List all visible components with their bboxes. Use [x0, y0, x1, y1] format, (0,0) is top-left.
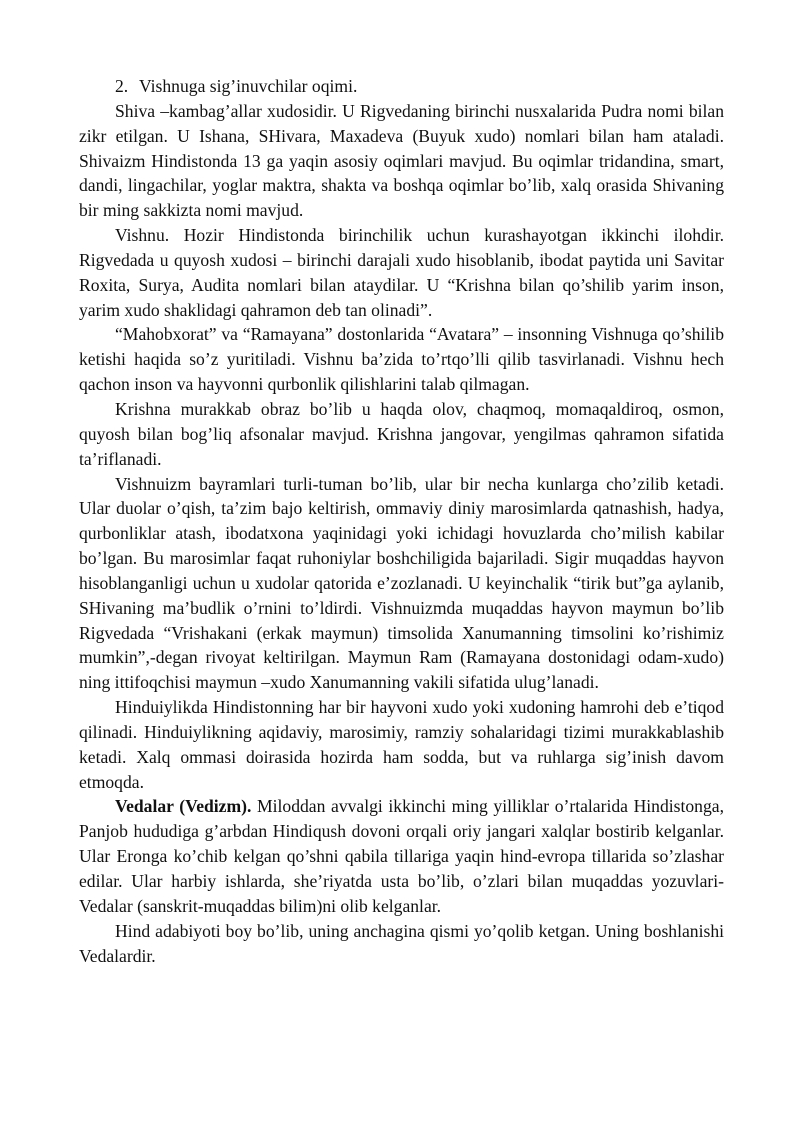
paragraph-avatara: “Mahobxorat” va “Ramayana” dostonlarida “Avatara” – insonning Vishnuga qo’shilib ketishi haqida so’z yuritiladi. Vishnu ba’zida to’rtqo’lli qilib tasvirlanadi. Vishnu hech qachon inson va hayvonni qurbonlik qilishlarini talab qilmagan.	[79, 324, 724, 395]
paragraph-hind-literature: Hind adabiyoti boy bo’lib, uning anchagina qismi yo’qolib ketgan. Uning boshlanishi Vedalardir.	[79, 920, 724, 966]
list-item-text: Vishnuga sig’inuvchilar oqimi.	[139, 76, 358, 96]
paragraph-hinduism: Hinduiylikda Hindistonning har bir hayvoni xudo yoki xudoning hamrohi deb e’tiqod qilinadi. Hinduiylikning aqidaviy, marosimiy, ramziy sohalaridagi tizimi murakkablashib ketadi. Xalq ommasi doirasida hozirda ham sodda, but va ruhlarga sig’inish davom etmoqda.	[79, 697, 724, 792]
document-page	[79, 74, 724, 968]
list-item-heading	[79, 74, 724, 99]
paragraph-krishna: Krishna murakkab obraz bo’lib u haqda olov, chaqmoq, momaqaldiroq, osmon, quyosh bilan bog’liq afsonalar mavjud. Krishna jangovar, yengilmas qahramon sifatida ta’riflanadi.	[79, 398, 724, 469]
paragraph-vedism	[79, 794, 724, 918]
paragraph-vishnuism-festivals: Vishnuizm bayramlari turli-tuman bo’lib, ular bir necha kunlarga cho’zilib ketadi. Ular duolar o’qish, ta’zim bajo keltirish, ommaviy diniy marosimlarda qatnashish, hadya, qurbonliklar atash, ibodatxona yaqinidagi yoki ichidagi hovuzlarda cho’milish kabilar bo’lgan. Bu marosimlar faqat ruhoniylar boshchiligida bajariladi. Sigir muqaddas hayvon hisoblanganligi uchun u xudolar qatorida e’zozlanadi. U keyinchalik “tirik but”ga aylanib, SHivaning ma’budlik o’rnini to’ldirdi. Vishnuizmda muqaddas hayvon maymun bo’lib Rigvedada “Vrishakani (erkak maymun) timsolida Xanumanning timsolini ko’rishimiz mumkin”,-degan rivoyat keltirilgan. Maymun Ram (Ramayana dostonidagi odam-xudo) ning ittifoqchisi maymun –xudo Xanumanning vakili sifatida ulug’lanadi.	[79, 473, 724, 693]
list-item-number: 2.	[115, 76, 129, 96]
paragraph-vishnu: Vishnu. Hozir Hindistonda birinchilik uchun kurashayotgan ikkinchi ilohdir. Rigvedada u quyosh xudosi – birinchi darajali xudo hisoblanib, ibodat paytida uni Savitar Roxita, Surya, Audita nomlari bilan ataydilar. U “Krishna bilan qo’shilib yarim inson, yarim xudo shaklidagi qahramon deb tan olinadi”.	[79, 225, 724, 320]
vedism-heading: Vedalar (Vedizm).	[115, 796, 252, 817]
vedism-text: Miloddan avvalgi ikkinchi ming yilliklar o’rtalarida Hindistonga, Panjob hududiga g’arbdan Hindiqush dovoni orqali oriy jangari xalqlar bostirib kelganlar. Ular Eronga ko’chib kelgan qo’shni qabila tillariga yaqin hind-evropa tillarida so’zlashar edilar. Ular harbiy ishlarda, she’riyatda usta bo’lib, o’zlari bilan muqaddas yozuvlari-Vedalar (sanskrit-muqaddas bilim)ni olib kelganlar.	[79, 796, 724, 916]
paragraph-shiva: Shiva –kambag’allar xudosidir. U Rigvedaning birinchi nusxalarida Pudra nomi bilan zikr etilgan. U Ishana, SHivara, Maxadeva (Buyuk xudo) nomlari bilan ham ataladi. Shivaizm Hindistonda 13 ga yaqin asosiy oqimlari mavjud. Bu oqimlar tridandina, smart, dandi, lingachilar, yoglar maktra, shakta va boshqa oqimlar bo’lib, xalq orasida Shivaning bir ming sakkizta nomi mavjud.	[79, 100, 724, 221]
